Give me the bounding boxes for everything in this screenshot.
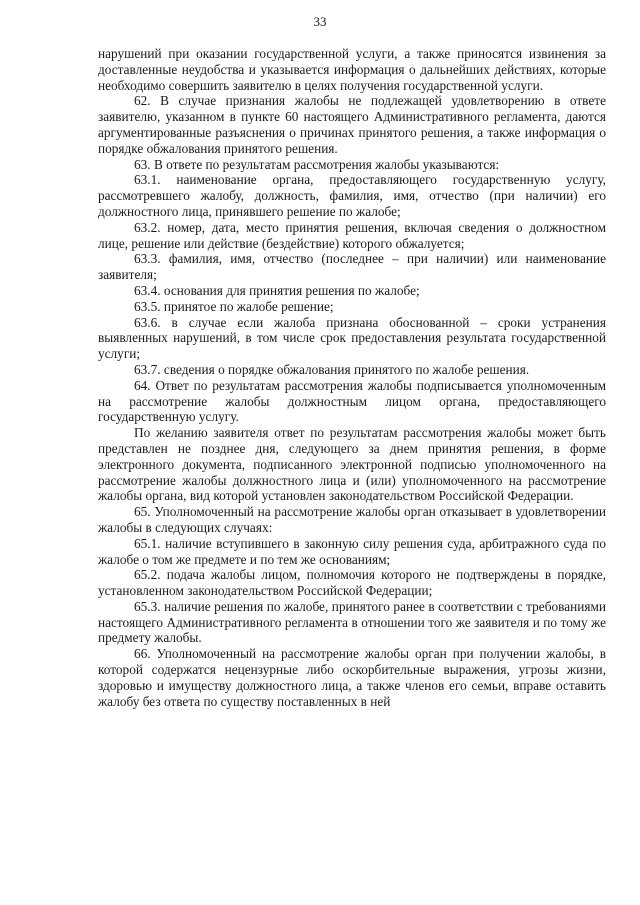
paragraph-65-3: 65.3. наличие решения по жалобе, принятого ранее в соответствии с требованиями настоящего Административного регламента в отношении того же заявителя и по тому же предмету жалобы.: [98, 598, 606, 646]
paragraph-65-2: 65.2. подача жалобы лицом, полномочия которого не подтверждены в порядке, установленном законодательством Российской Федерации;: [98, 567, 606, 599]
paragraph-63-7: 63.7. сведения о порядке обжалования принятого по жалобе решения.: [134, 361, 530, 377]
paragraph-62: 62. В случае признания жалобы не подлежащей удовлетворению в ответе заявителю, указанном в пункте 60 настоящего Административного регламента, даются аргументированные разъяснения о причинах принятого решения, а также информация о порядке обжалования принятого решения.: [98, 93, 606, 156]
paragraph-63: 63. В ответе по результатам рассмотрения жалобы указываются:: [134, 156, 500, 172]
paragraph-64-electronic-response: По желанию заявителя ответ по результатам рассмотрения жалобы может быть представлен не позднее дня, следующего за днем принятия решения, в форме электронного документа, подписанного электронной подписью уполномоченного на рассмотрение жалобы должностного лица и (или) уполномоченного на рассмотрение жалобы органа, вид которой установлен законодательством Российской Федерации.: [98, 425, 606, 504]
paragraph-65: 65. Уполномоченный на рассмотрение жалобы орган отказывает в удовлетворении жалобы в следующих случаях:: [98, 504, 606, 535]
paragraph-63-3: 63.3. фамилия, имя, отчество (последнее – при наличии) или наименование заявителя;: [98, 251, 606, 283]
paragraph-64: 64. Ответ по результатам рассмотрения жалобы подписывается уполномоченным на рассмотрение жалобы должностным лицом органа, предоставляющего государственную услугу.: [98, 377, 606, 425]
paragraph-63-6: 63.6. в случае если жалоба признана обоснованной – сроки устранения выявленных нарушений, в том числе срок предоставления результата государственной услуги;: [98, 314, 606, 362]
paragraph-63-2: 63.2. номер, дата, место принятия решения, включая сведения о должностном лице, решение или действие (бездействие) которого обжалуется;: [98, 219, 606, 251]
paragraph-63-1: 63.1. наименование органа, предоставляющего государственную услугу, рассмотревшего жалобу, должность, фамилия, имя, отчество (при наличии) его должностного лица, принявшего решение по жалобе;: [98, 172, 606, 219]
paragraph-continuation: нарушений при оказании государственной услуги, а также приносятся извинения за доставленные неудобства и указывается информация о дальнейших действиях, которые необходимо совершить заявителю в целях получения государственной услуги.: [98, 46, 606, 93]
paragraph-63-4: 63.4. основания для принятия решения по жалобе;: [134, 282, 420, 298]
document-body: [98, 46, 606, 709]
paragraph-63-5: 63.5. принятое по жалобе решение;: [134, 298, 334, 314]
page-number: 33: [313, 14, 327, 29]
paragraph-65-1: 65.1. наличие вступившего в законную силу решения суда, арбитражного суда по жалобе о том же предмете и по тем же основаниям;: [98, 535, 606, 567]
paragraph-66: 66. Уполномоченный на рассмотрение жалобы орган при получении жалобы, в которой содержатся нецензурные либо оскорбительные выражения, угрозы жизни, здоровью и имуществу должностного лица, а также членов его семьи, вправе оставить жалобу без ответа по существу поставленных в ней: [98, 646, 606, 709]
